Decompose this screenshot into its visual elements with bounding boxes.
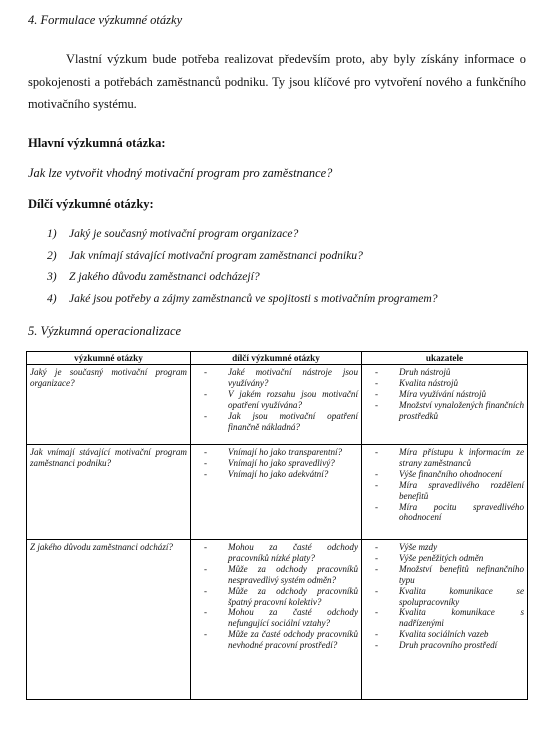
sub-question-number: 1) — [47, 227, 57, 240]
main-question-heading: Hlavní výzkumná otázka: — [28, 136, 166, 150]
intro-paragraph-text: Vlastní výzkum bude potřeba realizovat především proto, aby byly získány informace o spokojenosti a potřebách zaměstnanců podniku. Ty jsou klíčové pro vytvoření nového a funkčního motivačního systému. — [28, 52, 526, 111]
section-5-heading: 5. Výzkumná operacionalizace — [28, 324, 182, 338]
sub-question-text: Z jakého důvodu zaměstnanci odcházejí? — [69, 270, 260, 283]
header-indicators: ukazatele — [362, 352, 528, 365]
list-item: - Mohou za časté odchody nefungující sociální vztahy? — [204, 607, 358, 629]
header-sub-questions: dílčí výzkumné otázky — [191, 352, 362, 365]
sub-question-item — [47, 288, 438, 310]
list-item: - Druh nástrojů — [375, 367, 451, 377]
list-item: - Míra pocitu spravedlivého ohodnocení — [375, 501, 524, 523]
sub-question-number: 4) — [47, 291, 57, 305]
list-item: - Může za odchody pracovníků nespravedlivý systém odměn? — [204, 563, 358, 585]
sub-questions-list — [47, 223, 438, 309]
sub-questions-heading: Dílčí výzkumné otázky: — [28, 197, 154, 211]
header-research-questions: výzkumné otázky — [27, 352, 191, 365]
operationalization-table — [26, 351, 528, 700]
list-item: - Kvalita nástrojů — [375, 377, 459, 388]
indicators-cell — [362, 445, 528, 540]
list-item: - Míra spravedlivého rozdělení benefitů — [375, 479, 524, 501]
list-item: - Výše finančního ohodnocení — [375, 468, 503, 479]
sub-questions-cell — [191, 365, 362, 445]
list-item: - V jakém rozsahu jsou motivační opatření využívána? — [204, 388, 358, 410]
list-item: - Může za časté odchody pracovníků nevhodné pracovní prostředí? — [204, 629, 358, 651]
list-item: - Vnímají ho jako spravedlivý? — [204, 457, 335, 468]
list-item: - Množství vynaložených finančních prostředků — [375, 399, 524, 421]
table-row — [27, 365, 528, 445]
sub-question-number: 3) — [47, 270, 57, 283]
sub-question-item — [47, 245, 438, 267]
list-item: - Výše mzdy — [375, 542, 438, 552]
list-item: - Mohou za časté odchody pracovníků nízké platy? — [204, 542, 358, 563]
indicators-cell — [362, 540, 528, 700]
research-question-cell: Jaký je současný motivační program organizace? — [27, 365, 191, 445]
sub-question-text: Jaký je současný motivační program organizace? — [69, 227, 299, 240]
sub-question-number: 2) — [47, 248, 57, 262]
list-item: - Kvalita komunikace s nadřízenými — [375, 607, 524, 629]
sub-question-text: Jaké jsou potřeby a zájmy zaměstnanců ve spojitosti s motivačním programem? — [69, 291, 438, 305]
list-item: - Může za odchody pracovníků špatný pracovní kolektiv? — [204, 585, 358, 607]
section-4-heading: 4. Formulace výzkumné otázky — [28, 13, 183, 27]
sub-question-text: Jak vnímají stávající motivační program zaměstnanci podniku? — [69, 248, 363, 262]
sub-question-item — [47, 223, 438, 245]
table-row — [27, 540, 528, 700]
list-item: - Kvalita sociálních vazeb — [375, 629, 489, 640]
research-question-cell: Jak vnímají stávající motivační program zaměstnanci podniku? — [27, 445, 191, 540]
research-question-cell: Z jakého důvodu zaměstnanci odchází? — [27, 540, 191, 700]
main-question: Jak lze vytvořit vhodný motivační program pro zaměstnance? — [28, 166, 333, 180]
table-header-row — [27, 352, 528, 365]
table-row — [27, 445, 528, 540]
list-item: - Jaké motivační nástroje jsou využívány? — [204, 367, 358, 388]
intro-paragraph — [28, 48, 526, 116]
list-item: - Jak jsou motivační opatření finančně nákladná? — [204, 410, 358, 432]
list-item: - Míra přístupu k informacím ze strany zaměstnanců — [375, 447, 524, 468]
list-item: - Množství benefitů nefinančního typu — [375, 563, 524, 585]
list-item: - Výše peněžitých odměn — [375, 552, 484, 563]
list-item: - Míra využívání nástrojů — [375, 388, 487, 399]
list-item: - Druh pracovního prostředí — [375, 640, 498, 651]
sub-questions-cell — [191, 445, 362, 540]
list-item: - Vnímají ho jako transparentní? — [204, 447, 343, 457]
indicators-cell — [362, 365, 528, 445]
list-item: - Vnímají ho jako adekvátní? — [204, 468, 329, 479]
sub-questions-cell — [191, 540, 362, 700]
sub-question-item — [47, 266, 438, 288]
list-item: - Kvalita komunikace se spolupracovníky — [375, 585, 524, 607]
